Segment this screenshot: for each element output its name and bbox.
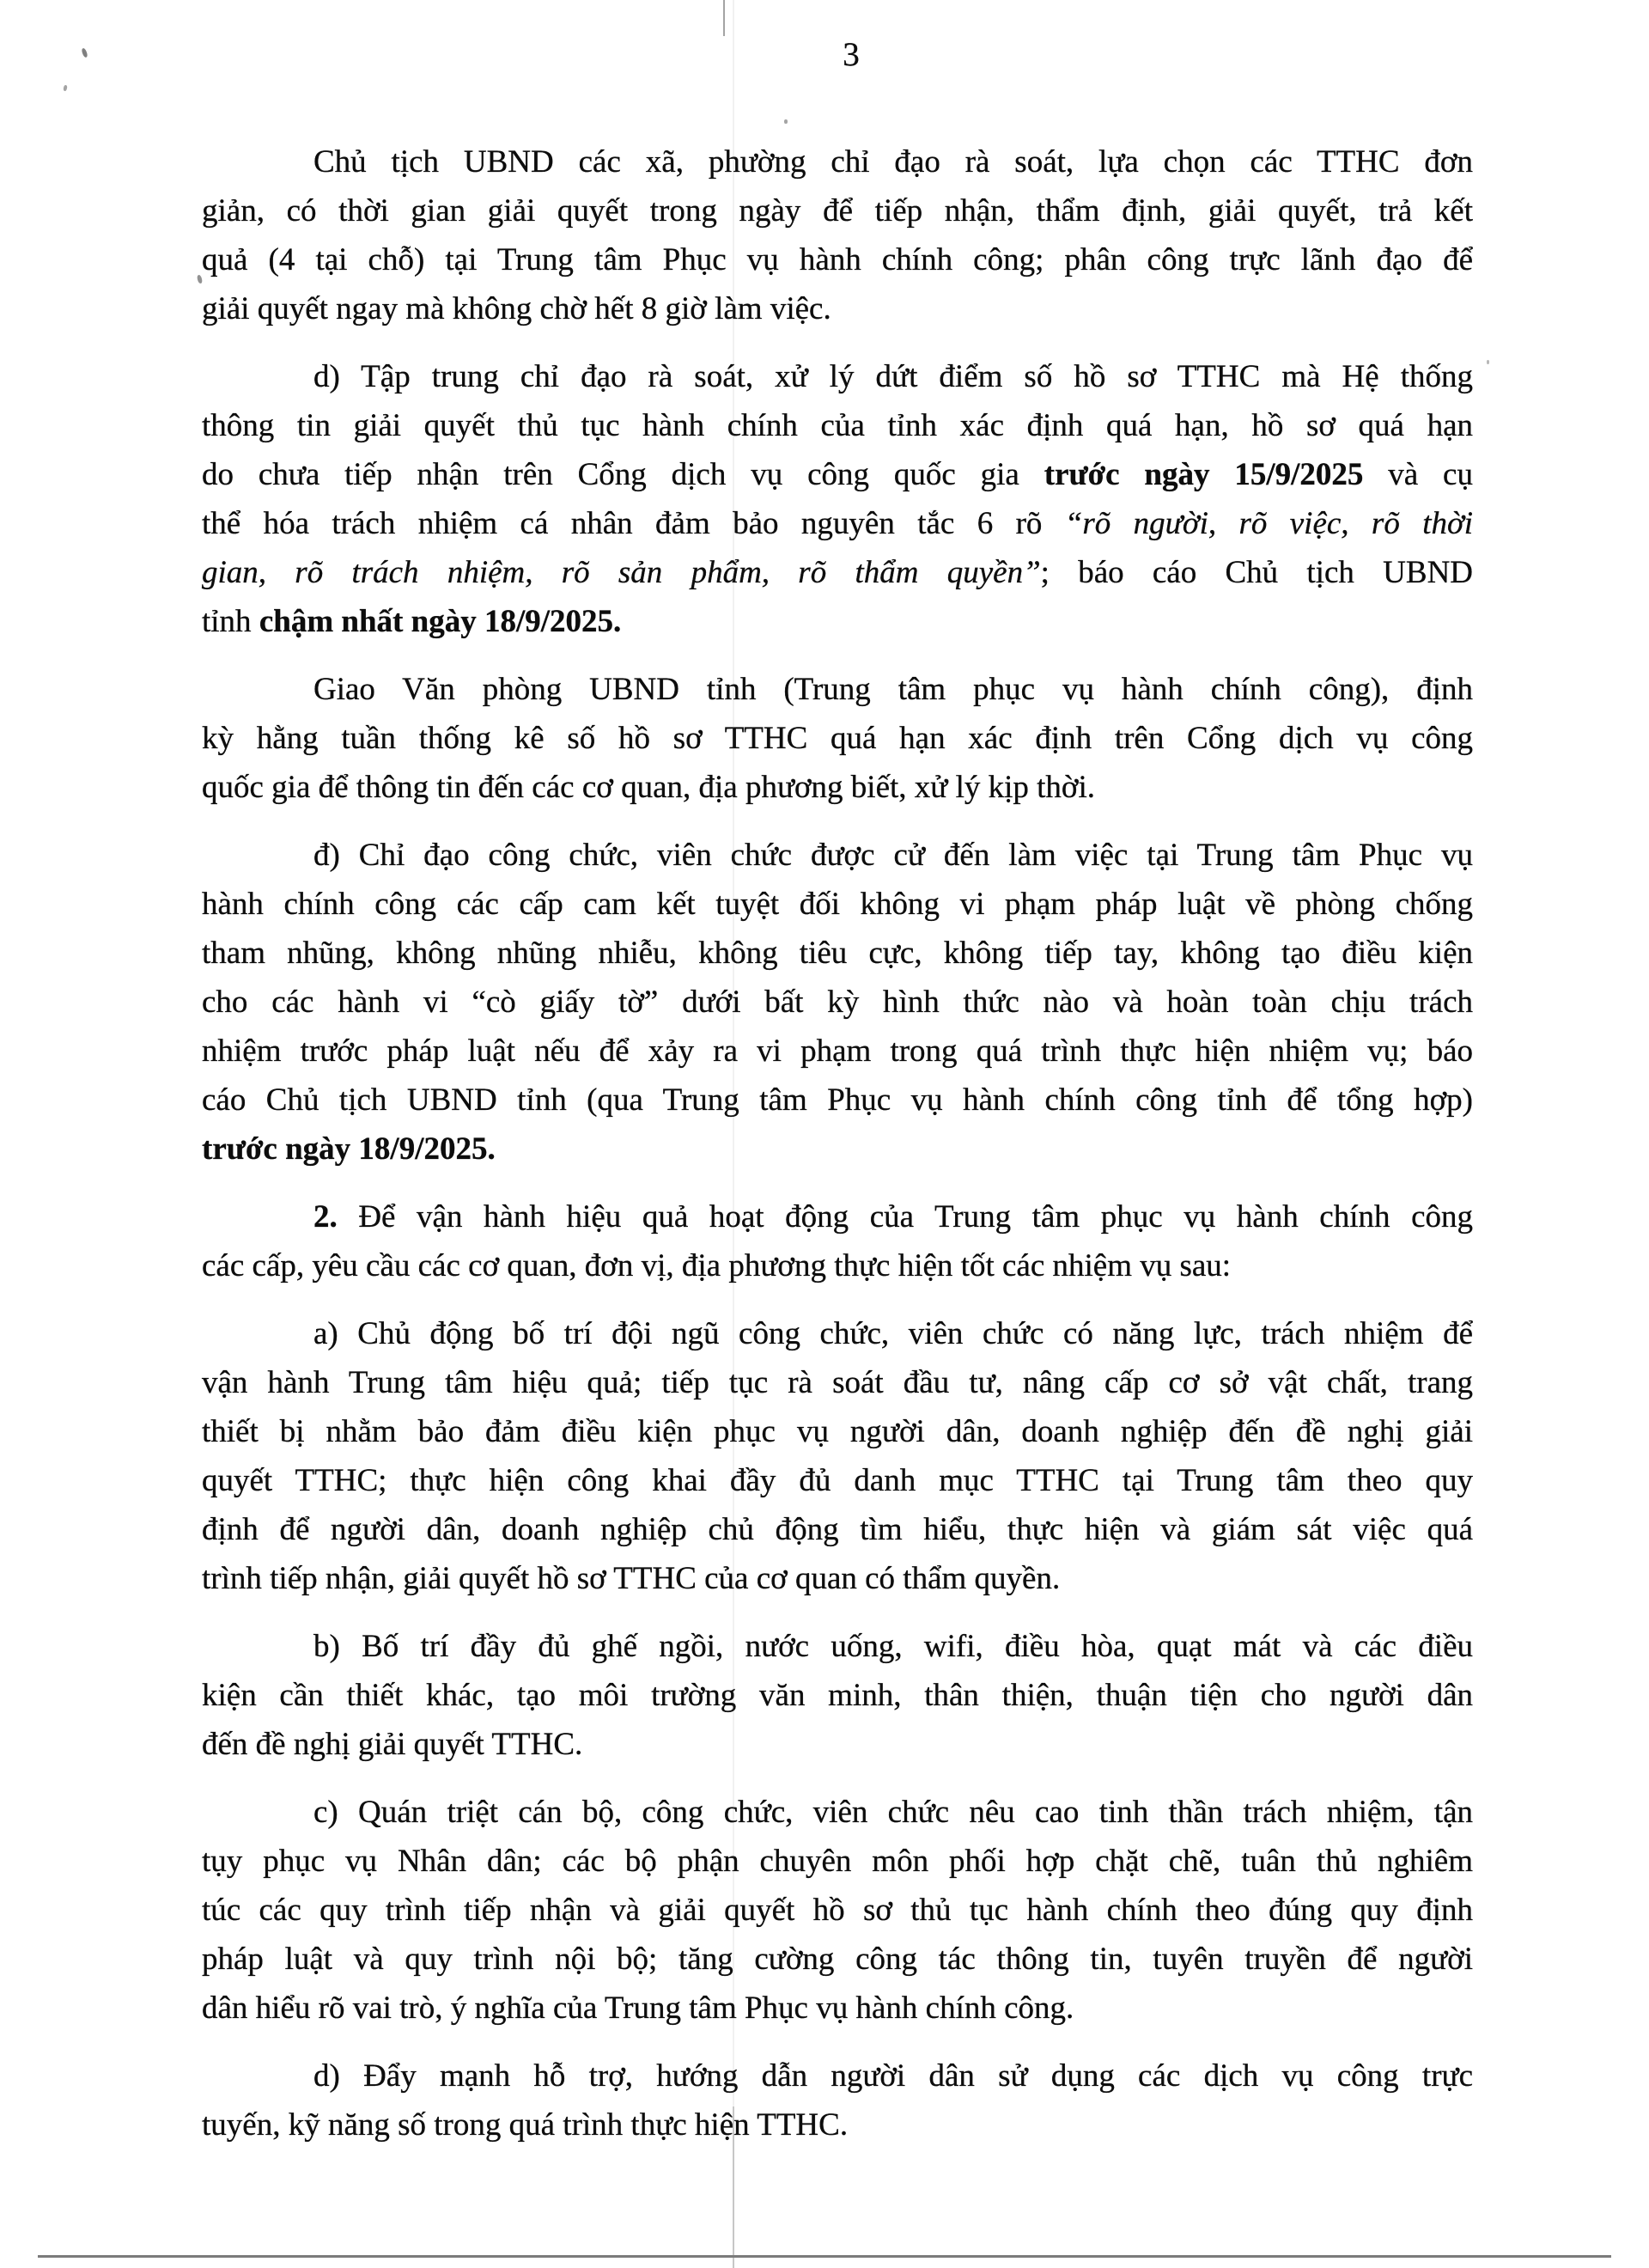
text-segment: các cấp, yêu cầu các cơ quan, đơn vị, địa phương thực hiện tốt các nhiệm vụ sau: [202,1248,1232,1283]
text-segment: thông tin giải quyết thủ tục hành chính của tỉnh xác định quá hạn, hồ sơ quá hạn [202,408,1473,443]
text-line [202,1076,1473,1125]
paragraph [202,1788,1473,2033]
bold-text: trước ngày 18/9/2025. [202,1131,496,1167]
text-segment: quyết TTHC; thực hiện công khai đầy đủ danh mục TTHC tại Trung tâm theo quy [202,1463,1473,1498]
scan-speck [63,85,67,92]
paragraph [202,1622,1473,1769]
text-block [202,137,1473,2149]
text-line [202,450,1473,499]
text-line [202,1358,1473,1407]
page-bottom-rule [38,2255,1611,2258]
scan-speck [1487,360,1489,364]
text-segment: tham nhũng, không nhũng nhiễu, không tiêu cực, không tiếp tay, không tạo điều kiện [202,936,1473,971]
paragraph [202,2052,1473,2149]
text-line [202,1984,1473,2033]
text-segment: ; báo cáo Chủ tịch UBND [1040,555,1474,590]
text-line [202,1309,1473,1358]
text-line [202,1622,1473,1671]
text-segment: hành chính công các cấp cam kết tuyệt đối không vi phạm pháp luật về phòng chống [202,887,1473,922]
text-segment: do chưa tiếp nhận trên Cổng dịch vụ công quốc gia [202,457,1044,492]
text-segment: Giao Văn phòng UBND tỉnh (Trung tâm phục vụ hành chính công), định [313,672,1473,707]
text-line [202,929,1473,978]
paragraph [202,665,1473,812]
paragraph [202,1192,1473,1290]
bold-text: 2. [313,1199,338,1235]
text-segment: định để người dân, doanh nghiệp chủ động tìm hiểu, thực hiện và giám sát việc quá [202,1512,1473,1547]
text-segment: trình tiếp nhận, giải quyết hồ sơ TTHC của cơ quan có thẩm quyền. [202,1561,1061,1596]
text-segment: tỉnh [202,604,259,639]
text-line [202,1788,1473,1837]
bold-text: chậm nhất ngày 18/9/2025. [259,604,622,639]
text-segment: thể hóa trách nhiệm cá nhân đảm bảo nguyên tắc 6 rõ [202,506,1065,541]
text-segment: d) Đẩy mạnh hỗ trợ, hướng dẫn người dân sử dụng các dịch vụ công trực [313,2058,1473,2094]
text-line [202,1125,1473,1174]
text-segment: đến đề nghị giải quyết TTHC. [202,1727,583,1762]
text-line [202,1505,1473,1554]
text-line [202,1671,1473,1720]
text-line [202,284,1473,333]
text-line [202,763,1473,812]
text-segment: c) Quán triệt cán bộ, công chức, viên chức nêu cao tinh thần trách nhiệm, tận [313,1795,1473,1830]
text-segment: nhiệm trước pháp luật nếu để xảy ra vi phạm trong quá trình thực hiện nhiệm vụ; báo [202,1033,1473,1069]
scan-artifact-line-top [723,0,725,36]
paragraph [202,137,1473,333]
scan-speck [81,47,88,58]
text-segment: đ) Chỉ đạo công chức, viên chức được cử đến làm việc tại Trung tâm Phục vụ [313,838,1473,873]
text-line [202,831,1473,880]
text-line [202,665,1473,714]
text-line [202,1554,1473,1603]
text-line [202,137,1473,186]
scan-artifact-line-bottom [733,2106,734,2268]
text-segment: và cụ [1363,457,1473,492]
text-segment: quả (4 tại chỗ) tại Trung tâm Phục vụ hành chính công; phân công trực lãnh đạo để [202,242,1473,277]
text-segment: giải quyết ngay mà không chờ hết 8 giờ làm việc. [202,291,831,326]
italic-text: gian, rõ trách nhiệm, rõ sản phẩm, rõ thẩm quyền” [202,555,1041,590]
text-segment: Chủ tịch UBND các xã, phường chỉ đạo rà soát, lựa chọn các TTHC đơn [313,144,1473,180]
italic-text: “rõ người, rõ việc, rõ thời [1064,506,1473,541]
text-segment: cho các hành vi “cò giấy tờ” dưới bất kỳ hình thức nào và hoàn toàn chịu trách [202,985,1473,1020]
text-segment: tụy phục vụ Nhân dân; các bộ phận chuyên môn phối hợp chặt chẽ, tuân thủ nghiêm [202,1844,1473,1879]
text-segment: túc các quy trình tiếp nhận và giải quyết hồ sơ thủ tục hành chính theo đúng quy định [202,1893,1473,1928]
text-line [202,186,1473,235]
text-line [202,880,1473,929]
text-line [202,1886,1473,1935]
text-line [202,1935,1473,1984]
text-line [202,548,1473,597]
text-segment: pháp luật và quy trình nội bộ; tăng cường công tác thông tin, tuyên truyền để người [202,1942,1473,1977]
text-line [202,352,1473,401]
text-segment: Để vận hành hiệu quả hoạt động của Trung tâm phục vụ hành chính công [337,1199,1473,1235]
text-segment: vận hành Trung tâm hiệu quả; tiếp tục rà soát đầu tư, nâng cấp cơ sở vật chất, trang [202,1365,1473,1400]
page-number: 3 [843,36,860,73]
scan-artifact-line-full [733,0,734,2268]
text-line [202,1027,1473,1076]
paragraph [202,352,1473,646]
text-segment: giản, có thời gian giải quyết trong ngày để tiếp nhận, thẩm định, giải quyết, trả kết [202,193,1473,229]
text-line [202,978,1473,1027]
text-line [202,1407,1473,1456]
scan-speck [784,119,788,124]
text-segment: quốc gia để thông tin đến các cơ quan, địa phương biết, xử lý kịp thời. [202,770,1096,805]
text-line [202,1720,1473,1769]
paragraph [202,831,1473,1174]
text-line [202,597,1473,646]
text-segment: d) Tập trung chỉ đạo rà soát, xử lý dứt điểm số hồ sơ TTHC mà Hệ thống [313,359,1473,394]
text-segment: cáo Chủ tịch UBND tỉnh (qua Trung tâm Phục vụ hành chính công tỉnh để tổng hợp) [202,1082,1473,1118]
text-segment: thiết bị nhằm bảo đảm điều kiện phục vụ người dân, doanh nghiệp đến đề nghị giải [202,1414,1473,1449]
text-line [202,2052,1473,2100]
text-segment: kiện cần thiết khác, tạo môi trường văn minh, thân thiện, thuận tiện cho người dân [202,1678,1473,1713]
text-segment: a) Chủ động bố trí đội ngũ công chức, viên chức có năng lực, trách nhiệm để [313,1316,1473,1351]
text-segment: dân hiểu rõ vai trò, ý nghĩa của Trung tâm Phục vụ hành chính công. [202,1991,1074,2026]
text-segment: tuyến, kỹ năng số trong quá trình thực hiện TTHC. [202,2107,849,2143]
text-segment: b) Bố trí đầy đủ ghế ngồi, nước uống, wifi, điều hòa, quạt mát và các điều [313,1629,1473,1664]
text-segment: kỳ hằng tuần thống kê số hồ sơ TTHC quá hạn xác định trên Cổng dịch vụ công [202,721,1473,756]
text-line [202,1837,1473,1886]
paragraph [202,1309,1473,1603]
text-line [202,1241,1473,1290]
text-line [202,401,1473,450]
text-line [202,2100,1473,2149]
text-line [202,1192,1473,1241]
text-line [202,235,1473,284]
bold-text: trước ngày 15/9/2025 [1044,457,1364,492]
text-line [202,499,1473,548]
text-line [202,714,1473,763]
text-line [202,1456,1473,1505]
